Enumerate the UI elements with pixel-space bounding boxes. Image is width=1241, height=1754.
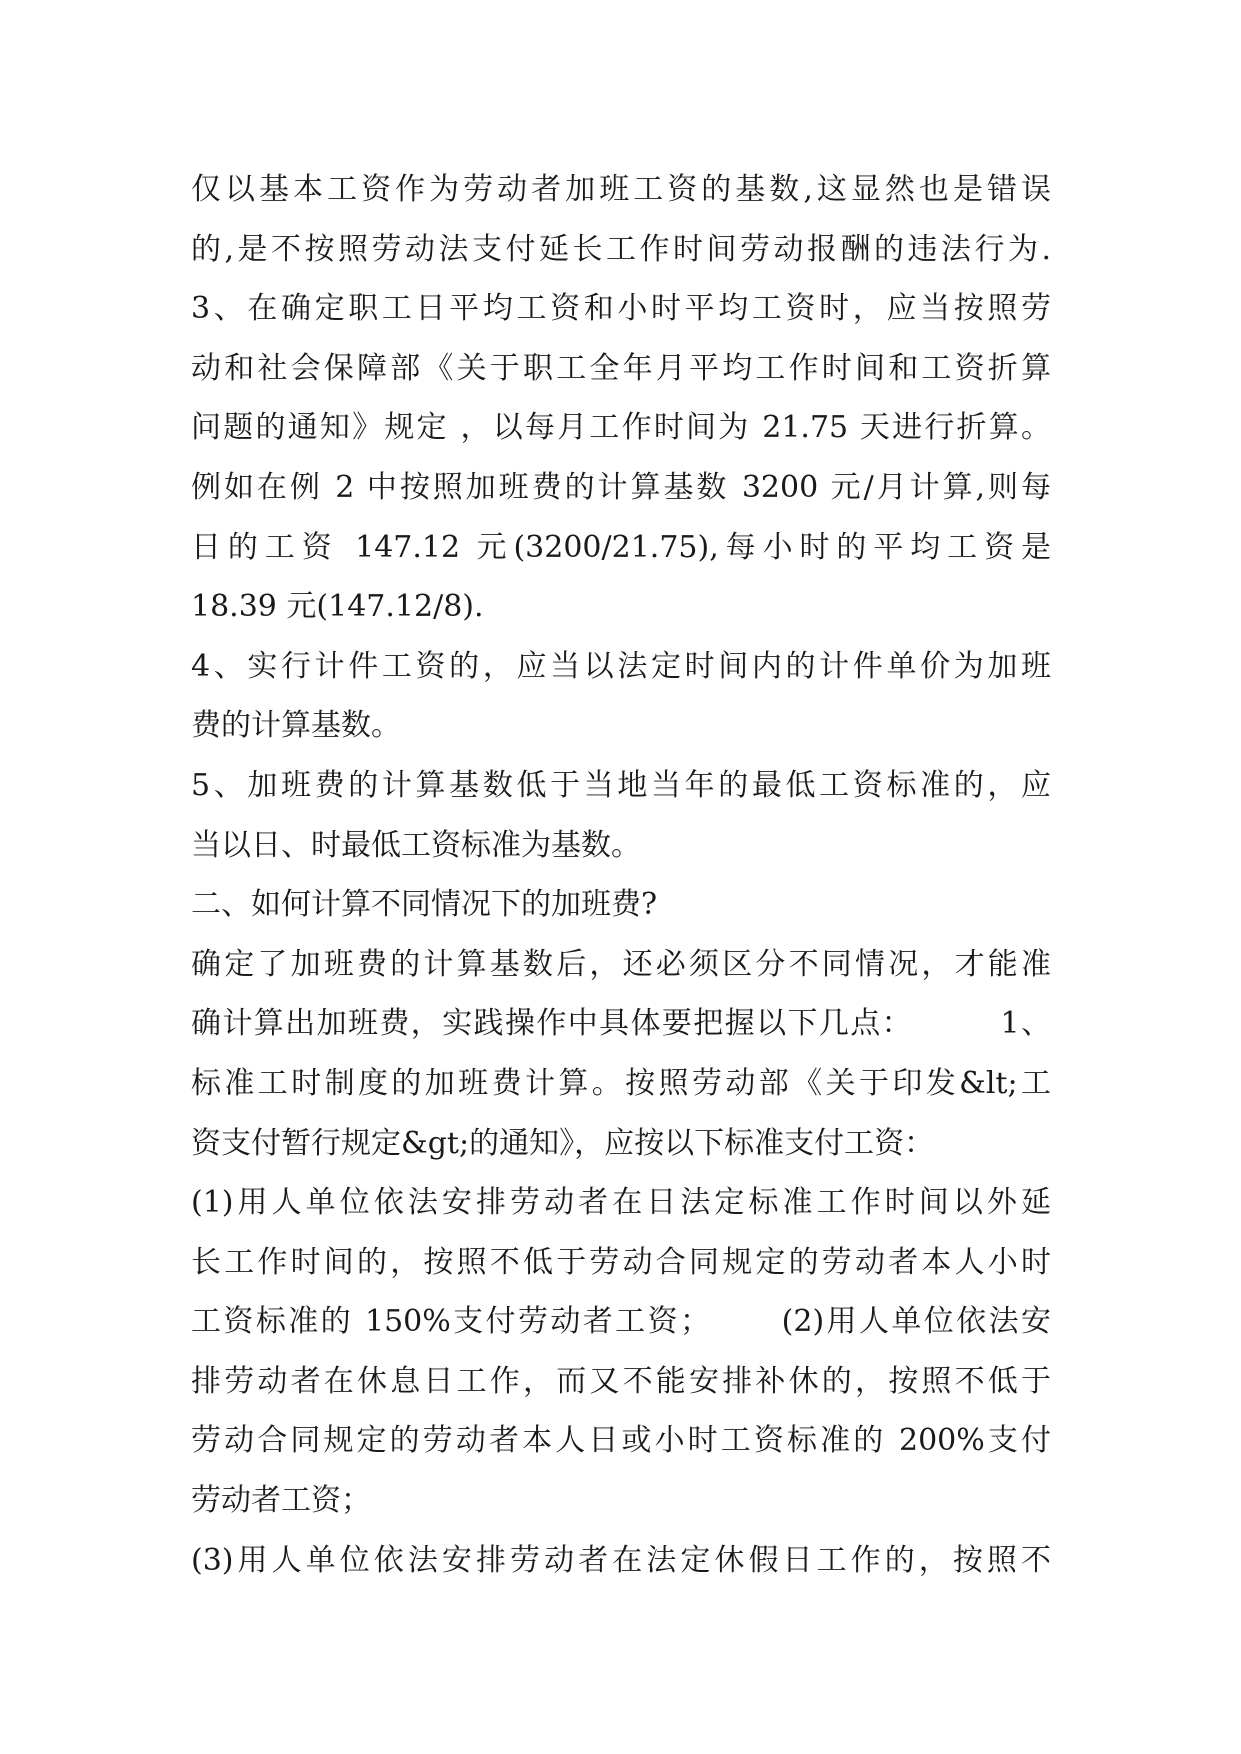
text-line: 长工作时间的，按照不低于劳动合同规定的劳动者本人小时 bbox=[191, 1244, 1051, 1280]
text-line: 资支付暂行规定&gt;的通知》，应按以下标准支付工资： bbox=[191, 1125, 935, 1161]
text-line: 确定了加班费的计算基数后，还必须区分不同情况，才能准 bbox=[191, 946, 1051, 982]
text-line: (3)用人单位依法安排劳动者在法定休假日工作的，按照不 bbox=[191, 1542, 1051, 1578]
text-line: 的,是不按照劳动法支付延长工作时间劳动报酬的违法行为. bbox=[191, 231, 1051, 267]
text-line: 仅以基本工资作为劳动者加班工资的基数,这显然也是错误 bbox=[191, 172, 1051, 207]
section-heading: 二、如何计算不同情况下的加班费? bbox=[191, 887, 658, 923]
text-line: 劳动合同规定的劳动者本人日或小时工资标准的 200%支付 bbox=[191, 1423, 1051, 1459]
text-line: 标准工时制度的加班费计算。按照劳动部《关于印发&lt;工 bbox=[191, 1065, 1051, 1101]
text-line: 5、加班费的计算基数低于当地当年的最低工资标准的，应 bbox=[191, 767, 1051, 803]
text-line: 日的工资 147.12 元(3200/21.75),每小时的平均工资是 bbox=[191, 529, 1051, 565]
document-page bbox=[191, 160, 1051, 1590]
text-line: 4、实行计件工资的，应当以法定时间内的计件单价为加班 bbox=[191, 648, 1051, 684]
text-line: 排劳动者在休息日工作，而又不能安排补休的，按照不低于 bbox=[191, 1363, 1051, 1399]
text-line: 费的计算基数。 bbox=[191, 708, 401, 744]
text-line: 问题的通知》规定 ，以每月工作时间为 21.75 天进行折算。 bbox=[191, 410, 1051, 446]
text-line: 动和社会保障部《关于职工全年月平均工作时间和工资折算 bbox=[191, 350, 1051, 386]
text-line: 例如在例 2 中按照加班费的计算基数 3200 元/月计算,则每 bbox=[191, 469, 1051, 505]
text-line: 工资标准的 150%支付劳动者工资； (2)用人单位依法安 bbox=[191, 1304, 1051, 1340]
text-line: 确计算出加班费，实践操作中具体要把握以下几点： 1、 bbox=[191, 1006, 1051, 1042]
text-line: 当以日、时最低工资标准为基数。 bbox=[191, 827, 641, 863]
text-line: 18.39 元(147.12/8). bbox=[191, 589, 484, 625]
text-line: 劳动者工资； bbox=[191, 1483, 371, 1519]
text-line: (1)用人单位依法安排劳动者在日法定标准工作时间以外延 bbox=[191, 1185, 1051, 1221]
text-line: 3、在确定职工日平均工资和小时平均工资时，应当按照劳 bbox=[191, 291, 1051, 327]
